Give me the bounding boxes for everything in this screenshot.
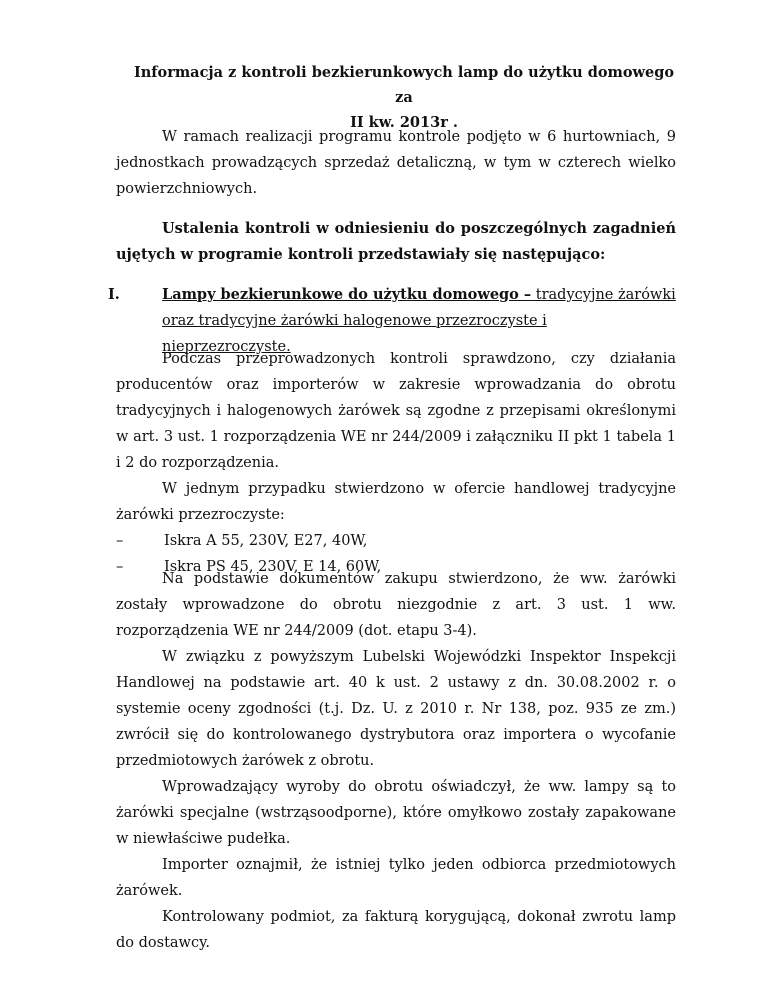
paragraph-finding: W jednym przypadku stwierdzono w ofercie handlowej tradycyjne żarówki przezroczyste:	[116, 481, 676, 523]
paragraph-purchase-documents: Na podstawie dokumentów zakupu stwierdzono, że ww. żarówki zostały wprowadzone do obrotu niezgodnie z art. 3 ust. 1 ww. rozporządzenia WE nr 244/2009 (dot. etapu 3-4).	[116, 571, 676, 639]
list-item-text: Iskra PS 45, 230V, E 14, 60W,	[164, 559, 382, 575]
section-title-rest: tradycyjne żarówki oraz tradycyjne żarówki halogenowe przezroczyste i nieprzezroczyste.	[162, 287, 676, 355]
list-item-text: Iskra A 55, 230V, E27, 40W,	[164, 533, 368, 549]
paragraph-return: Kontrolowany podmiot, za fakturą korygującą, dokonał zwrotu lamp do dostawcy.	[116, 909, 676, 951]
title-line-2: II kw. 2013r .	[350, 114, 458, 131]
paragraph-inspector-action: W związku z powyższym Lubelski Wojewódzki Inspektor Inspekcji Handlowej na podstawie art. 40 k ust. 2 ustawy z dn. 30.08.2002 r. o systemie oceny zgodności (t.j. Dz. U. z 2010 r. Nr 138, poz. 935 ze zm.) zwrócił się do kontrolowanego dystrybutora oraz importera o wycofanie przedmiotowych żarówek z obrotu.	[116, 649, 676, 769]
intro-block	[116, 124, 676, 202]
paragraph-checks: Podczas przeprowadzonych kontroli sprawdzono, czy działania producentów oraz importerów w zakresie wprowadzania do obrotu tradycyjnych i halogenowych żarówek są zgodne z przepisami określonymi w art. 3 ust. 1 rozporządzenia WE nr 244/2009 i załączniku II pkt 1 tabela 1 i 2 do rozporządzenia.	[116, 351, 676, 471]
section-title-bold: Lampy bezkierunkowe do użytku domowego –	[162, 286, 532, 303]
list-dash: –	[116, 533, 124, 549]
paragraph-distributor-statement: Wprowadzający wyroby do obrotu oświadczył, że ww. lampy są to żarówki specjalne (wstrząsoodporne), które omyłkowo zostały zapakowane w niewłaściwe pudełka.	[116, 779, 676, 847]
body-block	[116, 346, 676, 580]
findings-heading: Ustalenia kontroli w odniesieniu do poszczególnych zagadnień ujętych w programie kontroli przedstawiały się następująco:	[116, 220, 676, 263]
list-dash: –	[116, 559, 124, 575]
list-item	[116, 528, 676, 554]
findings-heading-block	[116, 216, 676, 268]
body-block-2	[116, 566, 676, 956]
section-number: I.	[108, 286, 120, 303]
paragraph-importer-statement: Importer oznajmił, że istniej tylko jeden odbiorca przedmiotowych żarówek.	[116, 857, 676, 899]
intro-paragraph: W ramach realizacji programu kontrole podjęto w 6 hurtowniach, 9 jednostkach prowadzących sprzedaż detaliczną, w tym w czterech wielko powierzchniowych.	[116, 129, 676, 197]
title-line-1: Informacja z kontroli bezkierunkowych lamp do użytku domowego za	[133, 64, 675, 106]
